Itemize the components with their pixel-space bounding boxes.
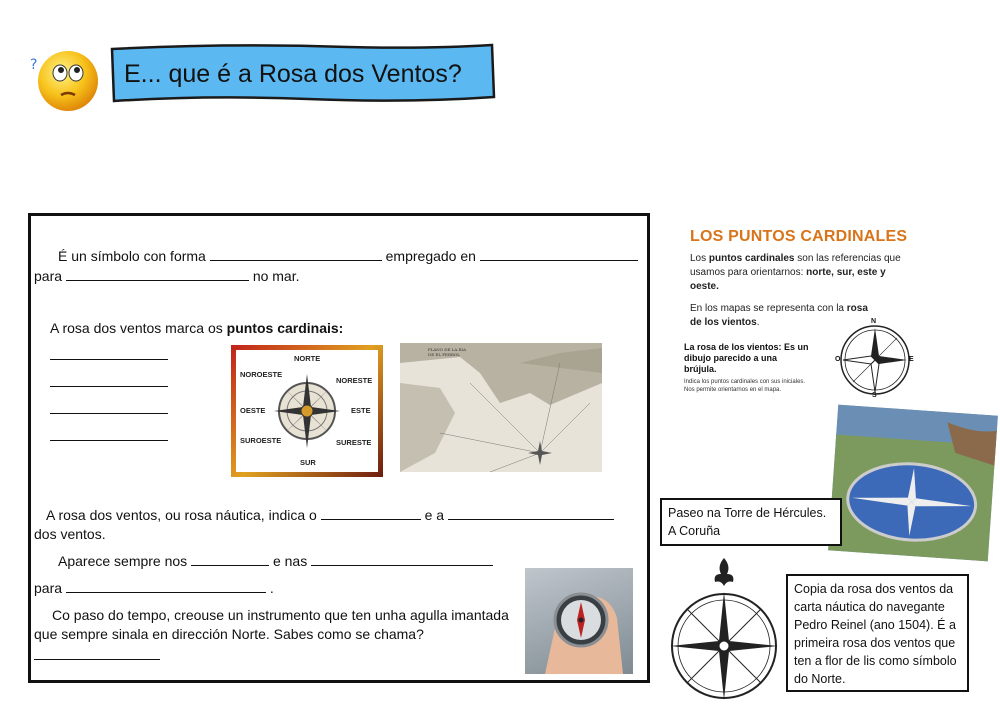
answer-blank[interactable] — [210, 249, 382, 261]
rose-label-south: SUR — [300, 458, 316, 467]
worksheet-line-3b: dos ventos. — [34, 526, 106, 542]
rose-label-north: NORTE — [294, 354, 321, 363]
p2-text-c: . — [756, 317, 760, 328]
p1-text-a: Los — [690, 253, 709, 264]
answer-blank[interactable] — [50, 429, 168, 441]
reinel-caption-line: primeira rosa dos ventos que — [794, 636, 956, 650]
thinking-emoji-icon — [28, 47, 100, 113]
rose-definition-line: La rosa de los vientos: Es un — [684, 342, 809, 352]
answer-blank[interactable] — [50, 348, 168, 360]
cardinal-bold: puntos cardinais: — [226, 320, 344, 336]
torre-hercules-photo — [828, 405, 998, 562]
old-map-image — [400, 343, 602, 472]
lineart-s: S — [872, 392, 877, 399]
compass-lineart — [835, 318, 915, 400]
answer-blank[interactable] — [50, 375, 168, 387]
rose-definition — [684, 342, 824, 375]
map-illustration — [400, 343, 602, 472]
torre-caption-line: A Coruña — [668, 524, 721, 538]
cardinal-points-title: LOS PUNTOS CARDINALES — [690, 228, 908, 245]
map-title: PLANO DE LA RIA DE EL FERROL — [428, 347, 466, 357]
answer-blank[interactable] — [66, 581, 266, 593]
svg-text:?: ? — [30, 57, 38, 73]
reinel-caption-line: do Norte. — [794, 672, 846, 686]
lineart-n: N — [871, 318, 877, 325]
reinel-rose-icon — [665, 556, 783, 701]
q5-text-b: . — [269, 580, 274, 596]
answer-blank[interactable] — [191, 554, 269, 566]
p1-text-c: usamos para orientarnos: — [690, 267, 807, 278]
worksheet-line-1 — [58, 248, 638, 264]
torre-caption-line: Paseo na Torre de Hércules. — [668, 506, 827, 520]
rose-note-line: Nos permite orientarnos en el mapa. — [684, 387, 782, 393]
reinel-caption-line: ten a flor de lis como símbolo — [794, 654, 957, 668]
torre-photo-illustration — [828, 405, 998, 562]
worksheet-line-6: Co paso do tempo, creouse un instrumento que ten unha agulla imantada — [52, 607, 509, 623]
p1-bold: puntos cardinales — [708, 253, 795, 264]
line2-text-a: para — [34, 268, 63, 284]
worksheet-line-5 — [34, 580, 274, 596]
hand-compass-photo — [525, 568, 633, 674]
reinel-caption-line: Pedro Reinel (ano 1504). É a — [794, 618, 956, 632]
answer-blank[interactable] — [311, 554, 493, 566]
rose-label-southeast: SURESTE — [336, 438, 372, 447]
q4-text-b: e nas — [272, 553, 308, 569]
torre-caption — [660, 498, 842, 546]
worksheet-line-2 — [34, 268, 300, 284]
cardinal-prefix: A rosa dos ventos marca os — [50, 320, 223, 336]
rose-definition-line: brújula. — [684, 364, 717, 374]
worksheet-line-6b: que sempre sinala en dirección Norte. Sabes como se chama? — [34, 626, 424, 642]
line1-text-a: É un símbolo con forma — [58, 248, 206, 264]
answer-blank[interactable] — [34, 648, 160, 660]
q3-text-b: e a — [424, 507, 445, 523]
rose-definition-line: dibujo parecido a una — [684, 353, 778, 363]
lineart-o: O — [835, 356, 841, 363]
cardinal-points-question — [50, 320, 343, 336]
answer-blank[interactable] — [448, 508, 614, 520]
cardinal-intro-paragraph — [690, 252, 920, 294]
rose-label-southwest: SUROESTE — [240, 436, 282, 445]
q3-text-a: A rosa dos ventos, ou rosa náutica, indica o — [46, 507, 317, 523]
page-title: E... que é a Rosa dos Ventos? — [124, 60, 462, 88]
line1-text-b: empregado en — [385, 248, 476, 264]
compass-rose-icon — [272, 366, 342, 456]
compass-lineart-icon — [835, 318, 915, 400]
rose-label-northwest: NOROESTE — [240, 370, 283, 379]
q4-text-a: Aparece sempre nos — [58, 553, 188, 569]
reinel-compass-rose — [665, 556, 783, 701]
p1-text-b: son las referencias que — [794, 253, 901, 264]
lineart-e: E — [909, 356, 914, 363]
rose-definition-note — [684, 378, 834, 394]
p2-text-a: En los mapas se representa con la — [690, 303, 847, 314]
answer-blank[interactable] — [480, 249, 638, 261]
reinel-caption — [786, 574, 969, 692]
q5-text-a: para — [34, 580, 63, 596]
hand-compass-illustration — [525, 568, 633, 674]
p1-bold-3: oeste. — [690, 281, 719, 292]
reinel-caption-line: carta náutica do navegante — [794, 600, 945, 614]
answer-blank[interactable] — [321, 508, 421, 520]
answer-blank[interactable] — [66, 269, 249, 281]
answer-blank[interactable] — [50, 402, 168, 414]
rose-label-west: OESTE — [240, 406, 266, 415]
p2-bold-2: de los vientos — [690, 317, 757, 328]
compass-rose-image — [231, 345, 383, 477]
p2-bold: rosa — [846, 303, 868, 314]
rose-label-northeast: NORESTE — [336, 376, 373, 385]
p1-bold-2: norte, sur, este y — [806, 267, 886, 278]
line2-text-b: no mar. — [252, 268, 300, 284]
rose-label-east: ESTE — [351, 406, 371, 415]
worksheet-line-3 — [46, 507, 614, 523]
worksheet-line-4 — [58, 553, 493, 569]
reinel-caption-line: Copia da rosa dos ventos da — [794, 582, 954, 596]
rose-note-line: Indica los puntos cardinales con sus iniciales. — [684, 379, 806, 385]
